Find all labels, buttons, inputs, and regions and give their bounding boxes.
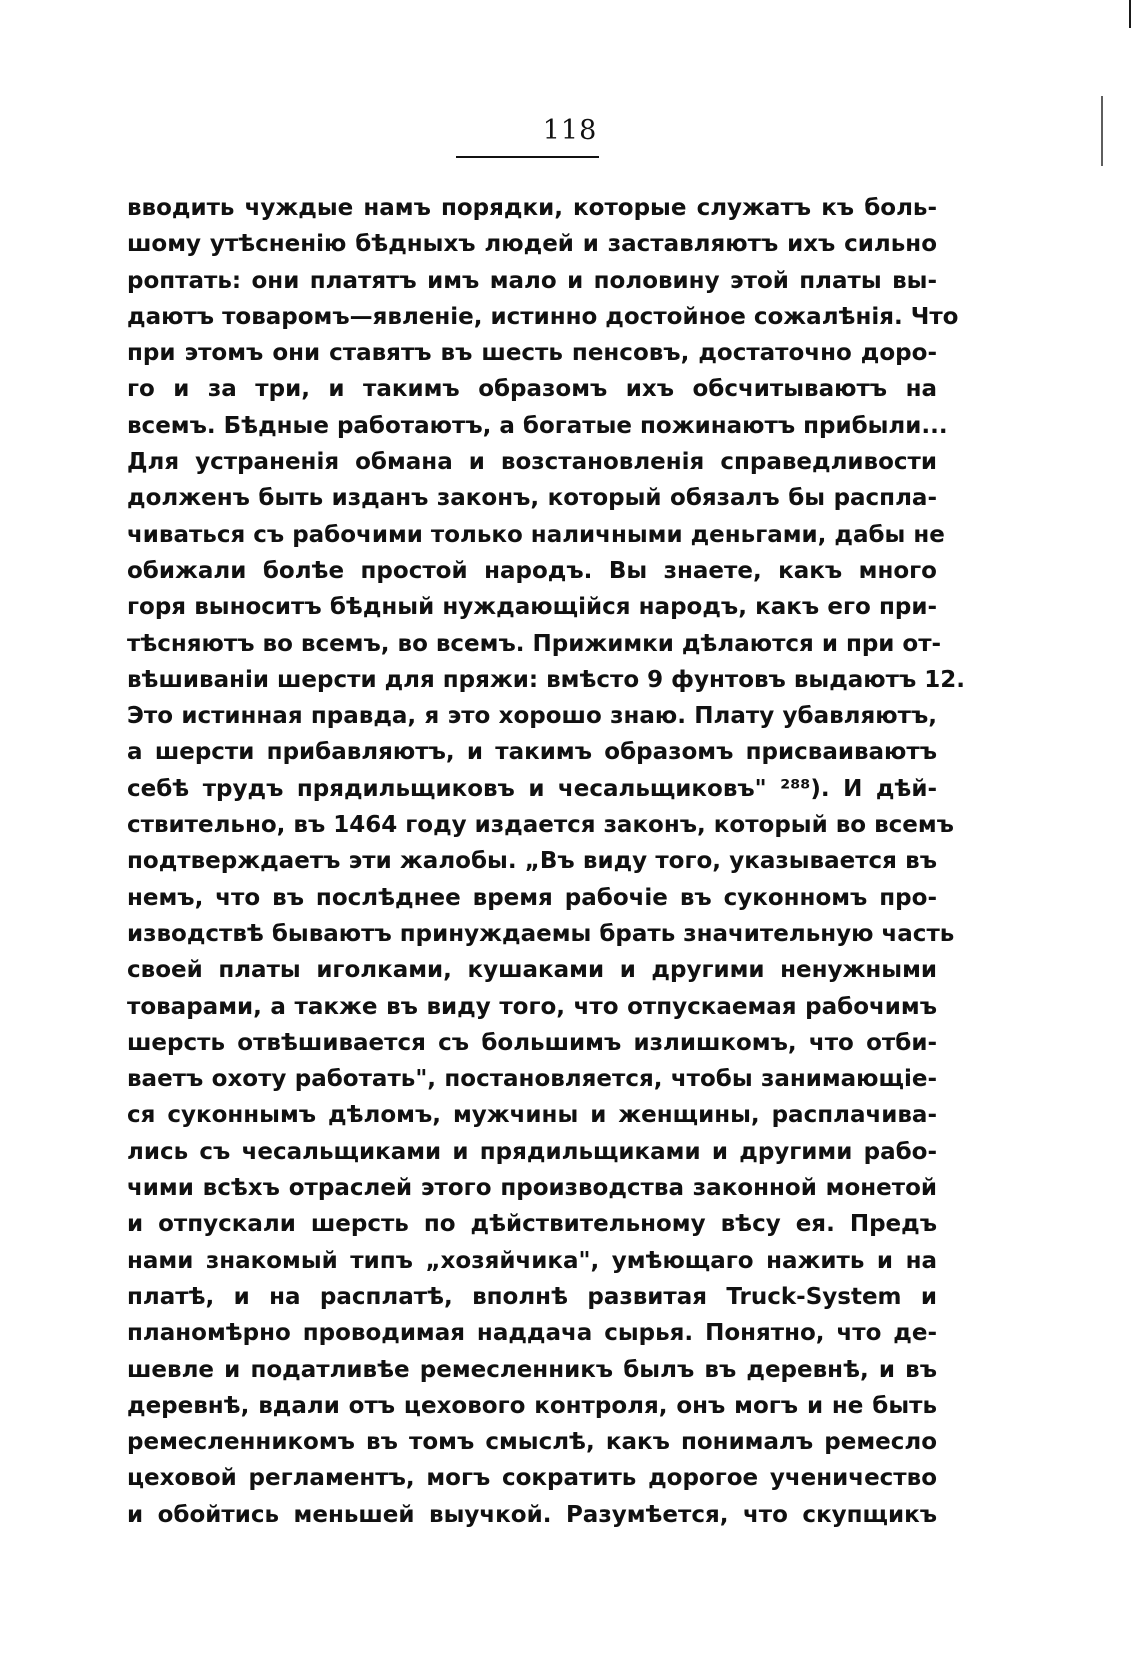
text-line: ствительно, въ 1464 году издается законъ, который во всемъ	[127, 812, 954, 839]
body-text	[127, 190, 966, 1533]
text-line: даютъ товаромъ—явленіе, истинно достойное сожалѣнія. Что	[127, 303, 959, 330]
text-line: своей платы иголками, кушаками и другими ненужными	[127, 957, 937, 984]
text-line: и обойтись меньшей выучкой. Разумѣется, что скупщикъ	[127, 1501, 937, 1528]
text-line: и отпускали шерсть по дѣйствительному вѣсу ея. Предъ	[127, 1211, 937, 1238]
text-line: го и за три, и такимъ образомъ ихъ обсчитываютъ на	[127, 376, 937, 403]
text-line: цеховой регламентъ, могъ сократить дорогое ученичество	[127, 1465, 937, 1492]
text-line: при этомъ они ставятъ въ шесть пенсовъ, достаточно доро-	[127, 340, 937, 367]
text-line: планомѣрно проводимая наддача сырья. Понятно, что де-	[127, 1320, 937, 1347]
text-line: товарами, а также въ виду того, что отпускаемая рабочимъ	[127, 993, 937, 1020]
text-line: всемъ. Бѣдные работаютъ, а богатые пожинаютъ прибыли...	[127, 412, 948, 439]
text-line: долженъ быть изданъ законъ, который обязалъ бы распла-	[127, 485, 937, 512]
text-line: ваетъ охоту работать", постановляется, чтобы занимающіе-	[127, 1066, 937, 1093]
text-line: подтверждаетъ эти жалобы. „Въ виду того, указывается въ	[127, 848, 937, 875]
text-line: тѣсняютъ во всемъ, во всемъ. Прижимки дѣлаются и при от-	[127, 630, 942, 657]
text-line: чими всѣхъ отраслей этого производства законной монетой	[127, 1175, 937, 1202]
text-line: вѣшиваніи шерсти для пряжи: вмѣсто 9 фунтовъ выдаютъ 12.	[127, 666, 966, 693]
text-line: вводить чуждые намъ порядки, которые служатъ къ боль-	[127, 195, 937, 221]
text-line: шевле и податливѣе ремесленникъ былъ въ деревнѣ, и въ	[127, 1356, 937, 1383]
text-line: ремесленникомъ въ томъ смыслѣ, какъ понималъ ремесло	[127, 1429, 937, 1456]
text-line: обижали болѣе простой народъ. Вы знаете, какъ много	[127, 557, 937, 584]
text-line: лись съ чесальщиками и прядильщиками и другими рабо-	[127, 1138, 937, 1165]
text-line: ся суконнымъ дѣломъ, мужчины и женщины, расплачива-	[127, 1102, 937, 1129]
text-line: немъ, что въ послѣднее время рабочіе въ суконномъ про-	[127, 884, 937, 911]
text-line: деревнѣ, вдали отъ цехового контроля, онъ могъ и не быть	[127, 1392, 937, 1419]
text-line: Это истинная правда, я это хорошо знаю. Плату убавляютъ,	[127, 703, 937, 730]
page-number: 118	[542, 115, 598, 146]
text-line: шому утѣсненію бѣдныхъ людей и заставляютъ ихъ сильно	[127, 231, 937, 258]
text-line: чиваться съ рабочими только наличными деньгами, дабы не	[127, 521, 945, 548]
text-line: Для устраненія обмана и возстановленія справедливости	[127, 449, 937, 476]
text-line: роптать: они платятъ имъ мало и половину этой платы вы-	[127, 267, 937, 294]
text-line: горя выноситъ бѣдный нуждающійся народъ, какъ его при-	[127, 594, 937, 621]
text-line: шерсть отвѣшивается съ большимъ излишкомъ, что отби-	[127, 1029, 937, 1056]
text-line: себѣ трудъ прядильщиковъ и чесальщиковъ" ²⁸⁸). И дѣй-	[127, 775, 937, 802]
scan-edge-mark	[1129, 0, 1131, 28]
text-line: а шерсти прибавляютъ, и такимъ образомъ присваиваютъ	[127, 739, 937, 766]
header-rule	[456, 156, 599, 158]
text-line: платѣ, и на расплатѣ, вполнѣ развитая Truck-System и	[127, 1283, 937, 1310]
text-line: нами знакомый типъ „хозяйчика", умѣющаго нажить и на	[127, 1247, 937, 1274]
text-line: изводствѣ бываютъ принуждаемы брать значительную часть	[127, 920, 955, 947]
